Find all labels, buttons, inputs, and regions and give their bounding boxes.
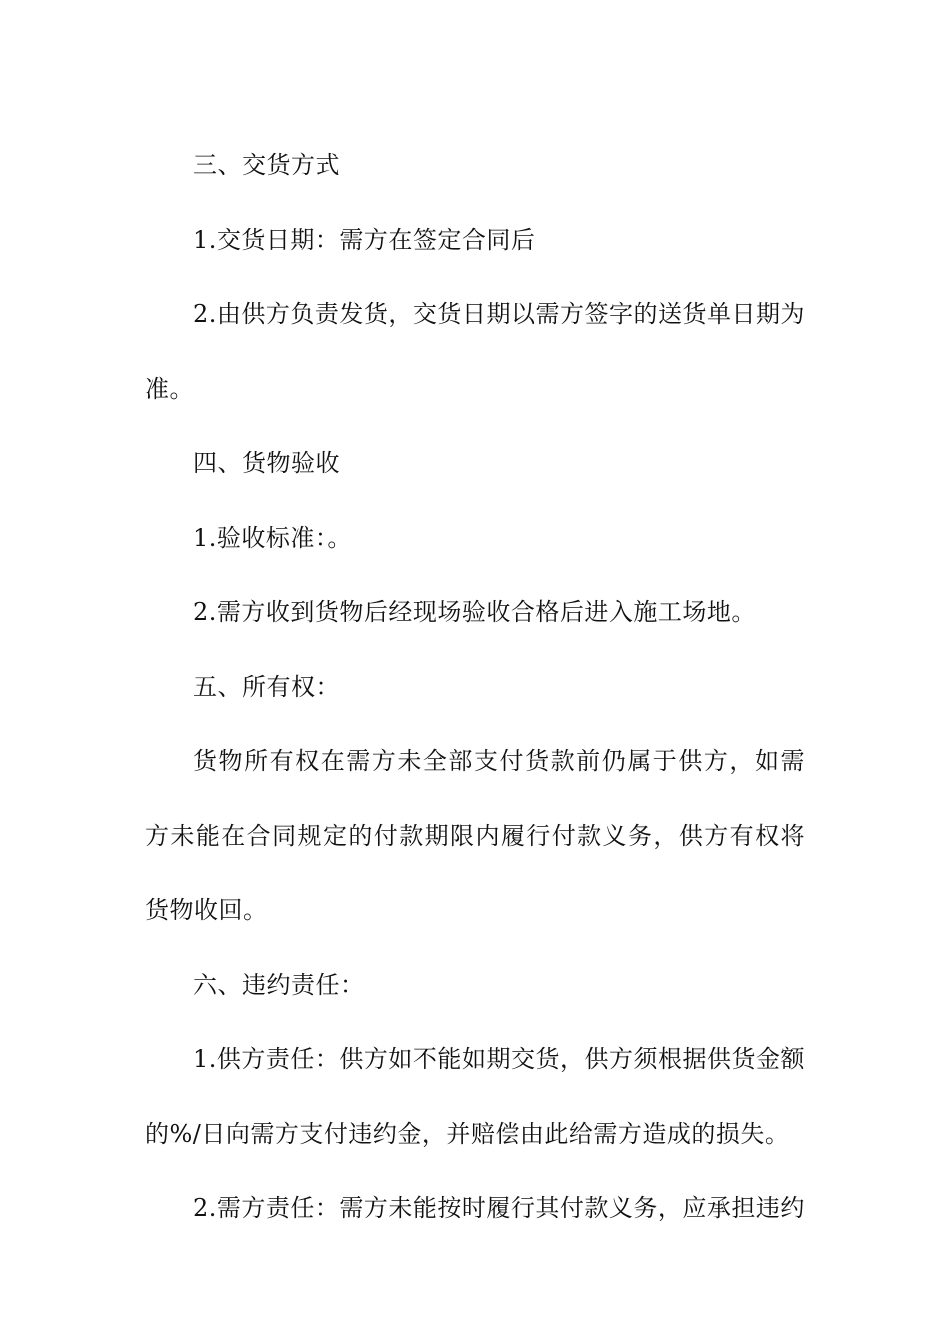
document-body: [145, 128, 805, 1246]
buyer-liability-clause: 2.需方责任：需方未能按时履行其付款义务，应承担违约: [193, 1194, 805, 1222]
section-heading-goods-acceptance: 四、货物验收: [193, 449, 340, 477]
acceptance-standard-clause: 1.验收标准：。: [193, 523, 352, 552]
section-heading-ownership: 五、所有权：: [193, 672, 340, 701]
shipping-responsibility-clause: 2.由供方负责发货，交货日期以需方签字的送货单日期为准。: [145, 300, 805, 403]
ownership-clause: 货物所有权在需方未全部支付货款前仍属于供方，如需方未能在合同规定的付款期限内履行付款义务，供方有权将货物收回。: [145, 747, 805, 924]
section-heading-delivery-method: 三、交货方式: [193, 151, 340, 179]
section-heading-liability: 六、违约责任：: [193, 970, 365, 999]
supplier-liability-clause: 1.供方责任：供方如不能如期交货，供方须根据供货金额的%/日向需方支付违约金，并赔偿由此给需方造成的损失。: [145, 1045, 805, 1148]
onsite-acceptance-clause: 2.需方收到货物后经现场验收合格后进入施工场地。: [193, 598, 756, 626]
delivery-date-clause: 1.交货日期：需方在签定合同后: [193, 225, 536, 254]
